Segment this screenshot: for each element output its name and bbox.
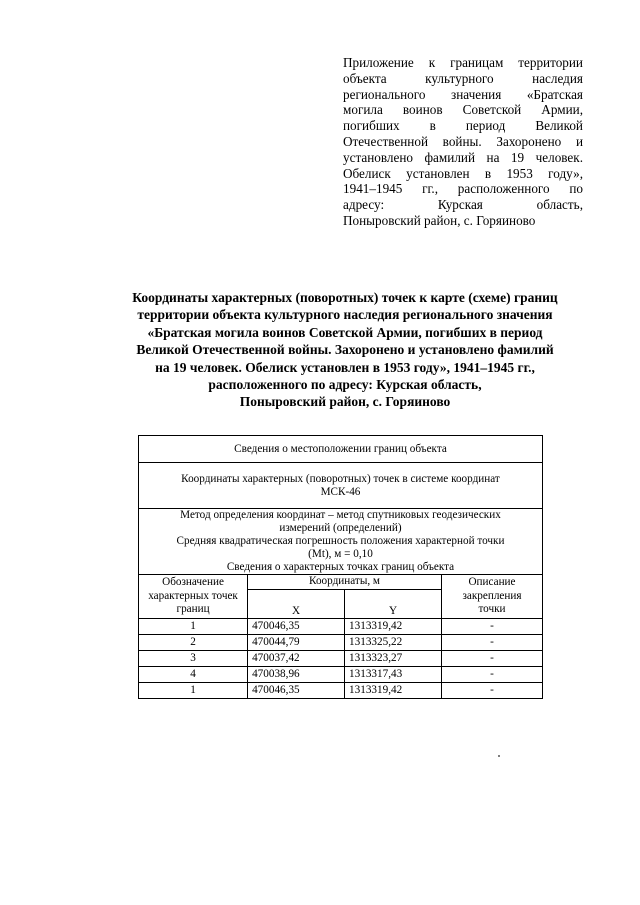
method-row [139, 509, 543, 575]
y-header: Y [345, 590, 442, 619]
appendix-line: Приложение к границам территории [343, 55, 583, 70]
point-cell: 1 [139, 619, 248, 635]
scan-speck [498, 755, 500, 757]
appendix-block [343, 55, 583, 229]
coordinate-system-cell [139, 463, 543, 509]
point-cell: 3 [139, 651, 248, 667]
description-cell: - [441, 683, 542, 699]
method-line: Сведения о характерных точках границ объекта [226, 561, 455, 573]
heading-line: территории объекта культурного наследия регионального значения [137, 307, 553, 323]
x-cell: 470037,42 [248, 651, 345, 667]
table-row [139, 635, 543, 651]
appendix-line: Отечественной войны. Захоронено и [343, 133, 583, 149]
point-cell: 1 [139, 683, 248, 699]
description-header [441, 575, 542, 619]
heading-line: Великой Отечественной войны. Захоронено и установлено фамилий [136, 342, 554, 358]
method-line: измерений (определений) [279, 522, 402, 534]
description-cell: - [441, 619, 542, 635]
coordinates-table [138, 435, 543, 699]
description-cell: - [441, 667, 542, 683]
method-cell [139, 509, 543, 575]
description-header-line: точки [478, 603, 506, 616]
y-cell: 1313319,42 [345, 619, 442, 635]
x-header: X [248, 590, 345, 619]
x-cell: 470038,96 [248, 667, 345, 683]
appendix-line: Обелиск установлен в 1953 году», [343, 165, 583, 181]
heading-line: на 19 человек. Обелиск установлен в 1953 году», 1941–1945 гг., [155, 359, 535, 375]
method-line: Средняя квадратическая погрешность положения характерной точки [176, 535, 505, 547]
x-cell: 470046,35 [248, 619, 345, 635]
appendix-line: 1941–1945 гг., расположенного по [343, 181, 583, 197]
appendix-line: Поныровский район, с. Горяиново [343, 212, 536, 228]
method-line: Метод определения координат – метод спутниковых геодезических [180, 509, 501, 521]
y-cell: 1313319,42 [345, 683, 442, 699]
appendix-line: могила воинов Советской Армии, [343, 102, 583, 118]
appendix-line: адресу: Курская область, [343, 197, 583, 213]
designation-header-line: характерных точек [148, 589, 238, 602]
designation-header-line: Обозначение [162, 576, 224, 589]
y-cell: 1313325,22 [345, 635, 442, 651]
description-header-line: Описание [468, 576, 516, 589]
heading-line: расположенного по адресу: Курская область, [208, 377, 482, 393]
point-cell: 4 [139, 667, 248, 683]
table-row [139, 651, 543, 667]
designation-header [139, 575, 248, 619]
table-row [139, 619, 543, 635]
description-cell: - [441, 635, 542, 651]
coordinate-system-name: МСК-46 [320, 485, 361, 498]
coordinates-header: Координаты, м [248, 575, 442, 590]
document-heading [60, 289, 630, 411]
appendix-line: регионального значения «Братская [343, 86, 583, 102]
appendix-line: погибших в период Великой [343, 118, 583, 134]
section-title-row [139, 436, 543, 463]
x-cell: 470046,35 [248, 683, 345, 699]
appendix-line: установлено фамилий на 19 человек. [343, 149, 583, 165]
heading-line: Поныровский район, с. Горяиново [239, 394, 451, 410]
description-header-line: закрепления [462, 589, 522, 602]
section-title-cell: Сведения о местоположении границ объекта [139, 436, 543, 463]
y-cell: 1313323,27 [345, 651, 442, 667]
coordinate-system-line: Координаты характерных (поворотных) точек в системе координат [181, 472, 500, 485]
appendix-line: объекта культурного наследия [343, 70, 583, 86]
heading-line: «Братская могила воинов Советской Армии, погибших в период [147, 324, 543, 340]
y-cell: 1313317,43 [345, 667, 442, 683]
method-line: (Mt), м = 0,10 [308, 548, 373, 560]
x-cell: 470044,79 [248, 635, 345, 651]
column-header-row [139, 575, 543, 590]
point-cell: 2 [139, 635, 248, 651]
table-row [139, 683, 543, 699]
description-cell: - [441, 651, 542, 667]
coordinate-system-row [139, 463, 543, 509]
heading-line: Координаты характерных (поворотных) точек к карте (схеме) границ [132, 290, 558, 305]
designation-header-line: границ [176, 603, 210, 616]
table-row [139, 667, 543, 683]
